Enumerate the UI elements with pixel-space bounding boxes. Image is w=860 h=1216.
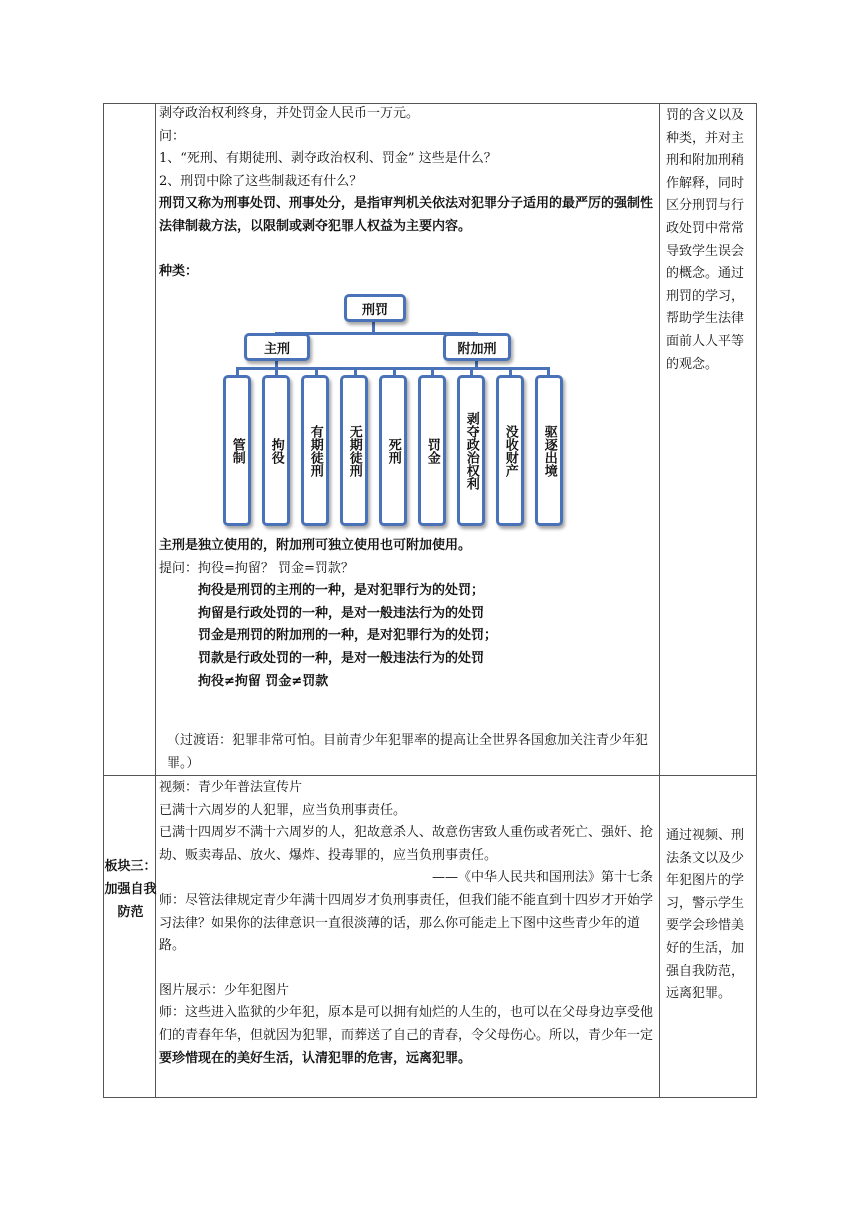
node-root: 刑罚 (344, 294, 406, 322)
remark-text: 师：这些进入监狱的少年犯，原本是可以拥有灿烂的人生的，也可以在父母身边享受他们的青春年华，但就因为犯罪，而葬送了自己的青春，令父母伤心。所以，青少年一定 (159, 1005, 654, 1043)
node-item: 管制 (223, 375, 251, 526)
lesson-table (103, 103, 757, 1098)
text-line: 问： (159, 128, 186, 144)
node-main-penalty: 主刑 (244, 333, 310, 361)
answer-line: 罚金是刑罚的附加刑的一种，是对犯罪行为的处罚； (198, 628, 498, 644)
transition-note: （过渡语：犯罪非常可怕。目前青少年犯罪率的提高让全世界各国愈加关注青少年犯罪。） (167, 733, 649, 771)
text-line: 视频：青少年普法宣传片 (159, 780, 303, 795)
row1-content-lower (159, 535, 653, 693)
answer-line: 罚款是行政处罚的一种，是对一般违法行为的处罚 (198, 650, 485, 666)
question: 提问：拘役=拘留？ 罚金=罚款？ (159, 560, 354, 576)
section-label: 板块三：加强自我防范 (104, 859, 157, 920)
node-item: 剥夺政治权利 (457, 375, 485, 526)
answer-line: 拘役≠拘留 罚金≠罚款 (198, 673, 329, 689)
text-line: 已满十六周岁的人犯罪，应当负刑事责任。 (159, 802, 407, 818)
row1-teaching-note: 罚的含义以及种类，并对主刑和附加刑稍作解释，同时区分刑罚与行政处罚中常常导致学生误会的概念。通过刑罚的学习，帮助学生法律面前人人平等的观念。 (666, 108, 745, 372)
picture-display: 图片展示：少年犯图片 (159, 982, 290, 998)
table-border-left (103, 103, 104, 1098)
definition: 刑罚又称为刑事处罚、刑事处分，是指审判机关依法对犯罪分子适用的最严厉的强制性法律制裁方法，以限制或剥夺犯罪人权益为主要内容。 (159, 196, 654, 234)
answer-line: 拘役是刑罚的主刑的一种，是对犯罪行为的处罚； (198, 583, 485, 599)
spacer (159, 239, 653, 261)
row2-teaching-note: 通过视频、刑法条文以及少年犯图片的学习，警示学生要学会珍惜美好的生活，加强自我防范，远离犯罪。 (666, 828, 745, 1002)
remark-emphasis: 要珍惜现在的美好生活，认清犯罪的危害，远离犯罪。 (159, 1050, 472, 1066)
node-item: 死刑 (379, 375, 407, 526)
text-line: 2、刑罚中除了这些制裁还有什么？ (159, 173, 363, 189)
node-item: 有期徒刑 (301, 375, 329, 526)
col-divider-1 (155, 103, 156, 1098)
row1-content (159, 103, 653, 283)
node-item: 罚金 (418, 375, 446, 526)
node-item: 没收财产 (496, 375, 524, 526)
punishment-diagram (207, 290, 557, 530)
text-line: 已满十四周岁不满十六周岁的人，犯故意杀人、故意伤害致人重伤或者死亡、强奸、抢劫、贩卖毒品、放火、爆炸、投毒罪的，应当负刑事责任。 (159, 825, 654, 863)
answer-line: 拘留是行政处罚的一种，是对一般违法行为的处罚 (198, 605, 485, 621)
teacher-remark-2 (159, 1002, 653, 1070)
col-divider-2 (659, 103, 660, 1098)
node-item: 拘役 (262, 375, 290, 526)
text-line: 1、“死刑、有期徒刑、剥夺政治权利、罚金” 这些是什么？ (159, 151, 497, 167)
node-item: 无期徒刑 (340, 375, 368, 526)
row2-content (159, 777, 653, 1070)
types-label: 种类： (159, 263, 199, 279)
node-item: 驱逐出境 (535, 375, 563, 526)
node-additional-penalty: 附加刑 (443, 333, 511, 361)
table-border-right (756, 103, 757, 1098)
spacer (159, 958, 653, 980)
usage-note: 主刑是独立使用的，附加刑可独立使用也可附加使用。 (159, 538, 472, 553)
text-line: 剥夺政治权利终身，并处罚金人民币一万元。 (159, 106, 420, 121)
teacher-remark: 师：尽管法律规定青少年满十四周岁才负刑事责任，但我们能不能直到十四岁才开始学习法律？如果你的法律意识一直很淡薄的话，那么你可能走上下图中这些青少年的道路。 (159, 892, 654, 954)
law-citation: ——《中华人民共和国刑法》第十七条 (431, 870, 653, 886)
